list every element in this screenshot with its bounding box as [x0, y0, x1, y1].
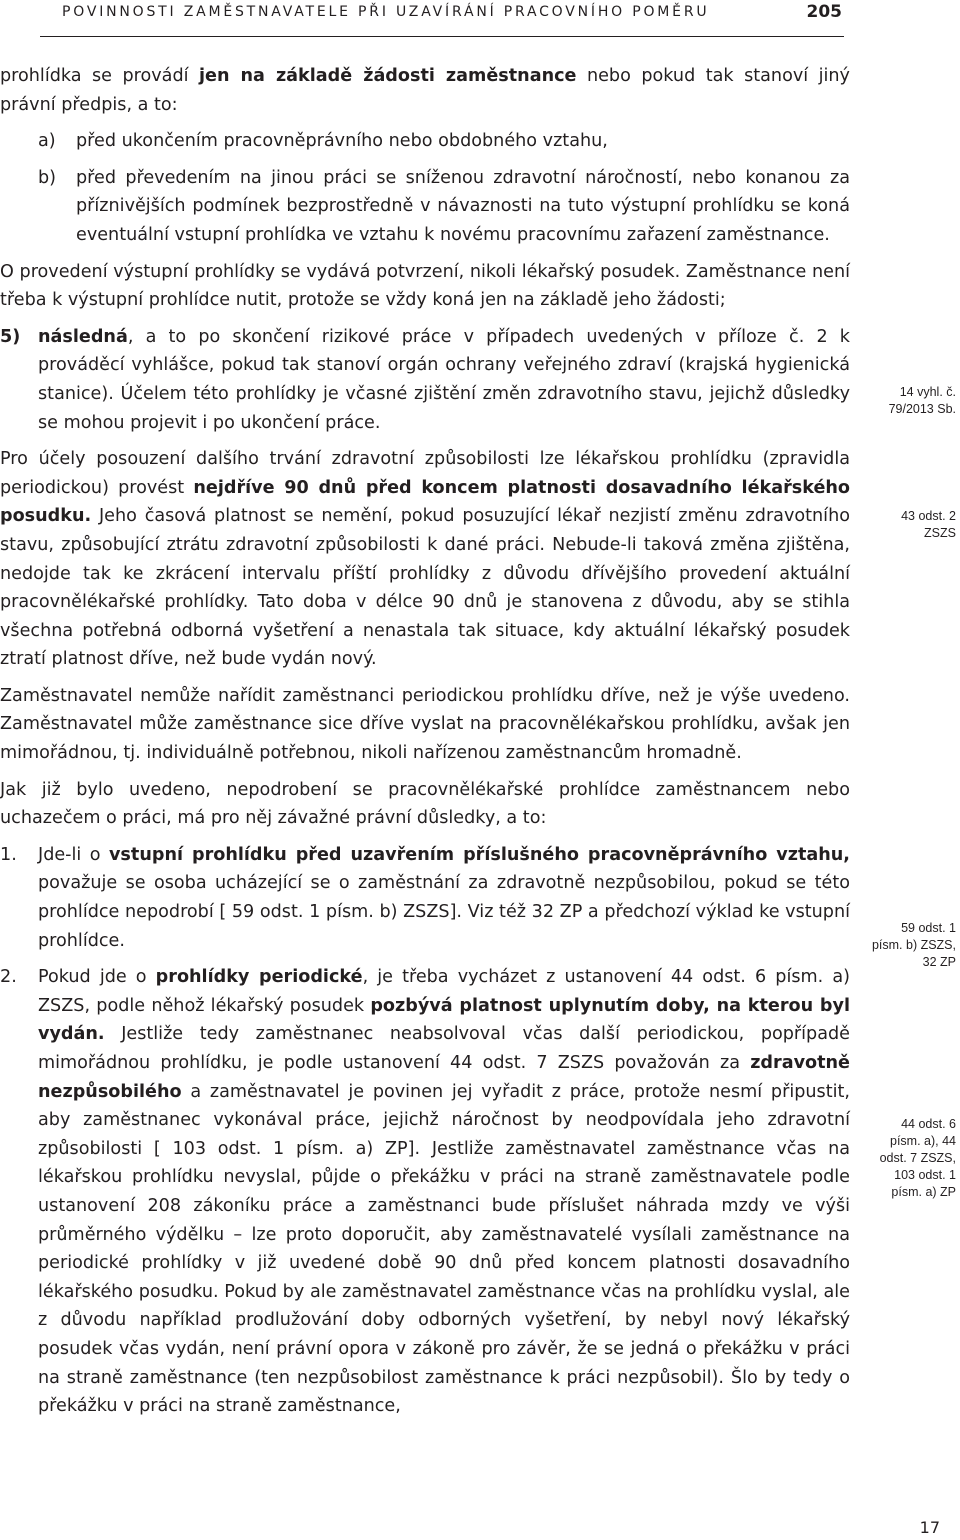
list-text: před převedením na jinou práci se sníženou zdravotní náročností, nebo konanou za příznivějších podmínek bezprostředně v návaznosti na tuto výstupní prohlídku se koná eventuální vstupní prohlídka ve vztahu k novému pracovnímu zařazení zaměstnance. [76, 167, 850, 245]
list-label: 5) [0, 326, 21, 347]
margin-note-1: 14 vyhl. č. 79/2013 Sb. [888, 385, 956, 416]
list-item-5 [0, 323, 850, 437]
running-head: POVINNOSTI ZAMĚSTNAVATELE PŘI UZAVÍRÁNÍ PRACOVNÍHO POMĚRU [62, 4, 710, 20]
text: Pokud jde o [38, 967, 156, 988]
bold-text: zdravotně nezpůsobilého [38, 1053, 850, 1102]
margin-note-3: 59 odst. 1 písm. b) ZSZS, 32 ZP [871, 921, 956, 969]
bold-text: prohlídky periodické [155, 967, 363, 988]
bold-text: následná [38, 326, 128, 347]
margin-note-4: 44 odst. 6 písm. a), 44 odst. 7 ZSZS, 103 odst. 1 písm. a) ZP [879, 1117, 956, 1199]
bold-text: vstupní prohlídku před uzavřením příslušného pracovněprávního vztahu, [108, 844, 850, 865]
list-label: a) [38, 131, 56, 152]
text: Jde-li o [38, 844, 109, 865]
list-item-a [38, 127, 850, 156]
page-number: 205 [806, 2, 842, 22]
list-item-2 [0, 963, 850, 1421]
paragraph-jak-jiz: Jak již bylo uvedeno, nepodrobení se pracovnělékařské prohlídce zaměstnancem nebo uchazečem o práci, má pro něj závažné právní důsledky, a to: [0, 779, 850, 829]
list-label: b) [38, 167, 57, 188]
margin-note-2: 43 odst. 2 ZSZS [901, 509, 956, 540]
list-text: před ukončením pracovněprávního nebo obdobného vztahu, [76, 131, 608, 152]
paragraph-pro-ucely [0, 445, 850, 674]
list-text: , a to po skončení rizikové práce v případech uvedených v příloze č. 2 k prováděcí vyhlášce, pokud tak stanoví orgán ochrany veřejného zdraví (krajská hygienická stanice). Účelem této prohlídky je včasné zjištění změn zdravotního stavu, jejichž důsledky se mohou projevit i po ukončení práce. [38, 326, 850, 433]
list-item-1 [0, 841, 850, 955]
text: nebo pokud tak stanoví jiný právní předpis, a to: [0, 66, 850, 115]
text: , je třeba vycházet z ustanovení 44 odst. 6 písm. a) ZSZS, podle něhož lékařský posudek [38, 967, 851, 1016]
text: Jeho časová platnost se nemění, pokud posuzující lékař nezjistí změnu zdravotního stavu, způsobující ztrátu zdravotní způsobilosti k dané práci. Nebude-li taková změna zjištěna, nedojde tak ke zkrácení intervalu příští prohlídky z důvodu dřívějšího provedení aktuální pracovnělékařské prohlídky. Tato doba v délce 90 dnů je stanovena z důvodu, aby se stihla všechna potřebná odborná vyšetření a nenastala tak situace, kdy aktuální lékařský posudek ztratí platnost dříve, než bude vydán nový. [0, 506, 850, 670]
paragraph-provedeni: O provedení výstupní prohlídky se vydává potvrzení, nikoli lékařský posudek. Zaměstnance není třeba k výstupní prohlídce nutit, protože se vždy koná jen na základě jeho žádosti; [0, 261, 850, 311]
list-label: 1. [0, 844, 17, 865]
text: považuje se osoba ucházející se o zaměstnání za zdravotně nezpůsobilou, pokud se této prohlídce nepodrobí [ 59 odst. 1 písm. b) ZSZS]. Viz též 32 ZP a předchozí výklad ke vstupní prohlídce. [38, 873, 850, 951]
intro-paragraph [0, 62, 850, 119]
main-text [0, 62, 850, 1429]
list-item-b [38, 164, 850, 250]
text: prohlídka se provádí [0, 66, 200, 86]
bold-text: nejdříve 90 dnů před koncem platnosti dosavadního lékařského posudku. [0, 477, 850, 527]
footer-page-number: 17 [919, 1518, 940, 1537]
page-header [40, 0, 844, 37]
paragraph-zamestnavatel: Zaměstnavatel nemůže nařídit zaměstnanci periodickou prohlídku dříve, než je výše uvedeno. Zaměstnavatel může zaměstnance sice dříve vyslat na pracovnělékařskou prohlídku, avšak jen mimořádnou, tj. individuálně potřebnou, nikoli nařízenou zaměstnancům hromadně. [0, 685, 850, 764]
text: Jestliže tedy zaměstnanec neabsolvoval včas další periodickou, popřípadě mimořádnou prohlídku, je podle ustanovení 44 odst. 7 ZSZS považován za [38, 1024, 850, 1073]
bold-text: pozbývá platnost uplynutím doby, na kterou byl vydán. [38, 995, 850, 1045]
text: Pro účely posouzení dalšího trvání zdravotní způsobilosti lze lékařskou prohlídku (zpravidla periodickou) provést [0, 449, 850, 498]
text: a zaměstnavatel je povinen jej vyřadit z práce, protože nesmí připustit, aby zaměstnanec vykonával práce, jejichž náročnost by neodpovídala jeho zdravotní způsobilosti [ 103 odst. 1 písm. a) ZP]. Jestliže zaměstnavatel zaměstnance včas na lékařskou prohlídku nevyslal, půjde o překážku v práci na straně zaměstnavatele podle ustanovení 208 zákoníku práce a zaměstnanci bude příslušet náhrada mzdy ve výši průměrného výdělku – lze proto doporučit, aby zaměstnavatelé vysílali zaměstnance na periodické prohlídky v již uvedené době 90 dnů před koncem platnosti dosavadního lékařského posudku. Pokud by ale zaměstnavatel zaměstnance včas na prohlídku vyslal, ale z důvodu například prodlužování doby odborných vyšetření, by nebyl nový lékařský posudek včas vydán, není právní opora v zákoně pro závěr, že se jedná o překážku v práci na straně zaměstnance (ten nezpůsobilost zaměstnance k práci nezpůsobil). Šlo by tedy o překážku v práci na straně zaměstnance, [38, 1081, 850, 1417]
list-label: 2. [0, 967, 17, 988]
bold-text: jen na základě žádosti zaměstnance [199, 66, 577, 86]
